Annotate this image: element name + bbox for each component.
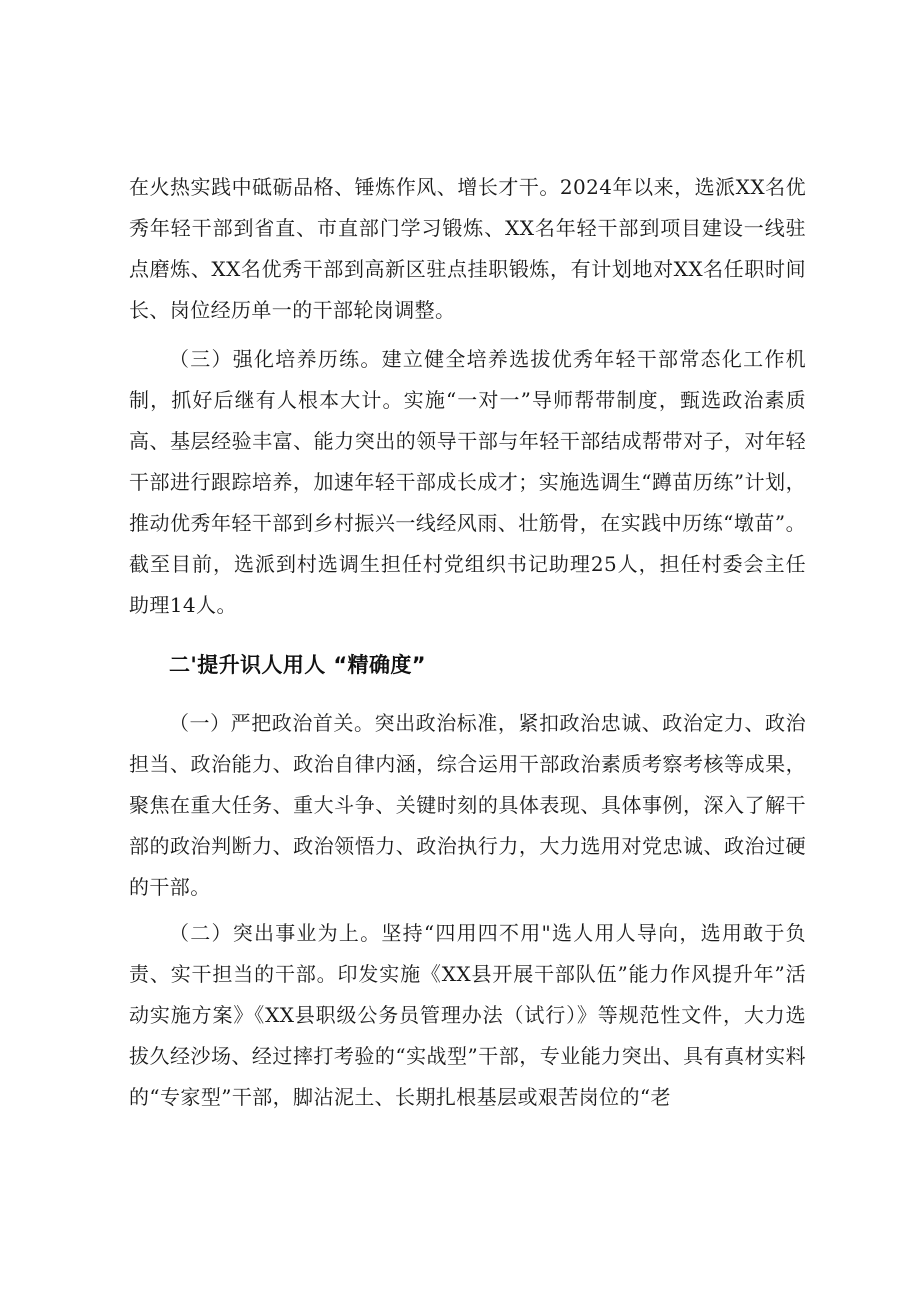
section-heading: 二'提升识人用人 “精确度” xyxy=(169,653,426,677)
body-paragraph-continued: 在火热实践中砥砺品格、锤炼作风、增长才干。2024年以来，选派XX名优秀年轻干部到省直、市直部门学习锻炼、XX名年轻干部到项目建设一线驻点磨炼、XX名优秀干部到高新区驻点挂职锻炼，有计划地对XX名任职时间长、岗位经历单一的干部轮岗调整。 xyxy=(129,175,806,322)
body-paragraph-training: （三）强化培养历练。建立健全培养选拔优秀年轻干部常态化工作机制，抓好后继有人根本大计。实施“一对一”导师帮带制度，甄选政治素质高、基层经验丰富、能力突出的领导干部与年轻干部结成帮带对子，对年轻干部进行跟踪培养，加速年轻干部成长成才；实施选调生“蹲苗历练”计划，推动优秀年轻干部到乡村振兴一线经风雨、壮筋骨，在实践中历练“墩苗”。截至目前，选派到村选调生担任村党组织书记助理25人，担任村委会主任助理14人。 xyxy=(129,347,806,617)
body-paragraph-political-standard: （一）严把政治首关。突出政治标准，紧扣政治忠诚、政治定力、政治担当、政治能力、政治自律内涵，综合运用干部政治素质考察考核等成果，聚焦在重大任务、重大斗争、关键时刻的具体表现、具体事例，深入了解干部的政治判断力、政治领悟力、政治执行力，大力选用对党忠诚、政治过硬的干部。 xyxy=(129,711,806,899)
body-paragraph-career-first: （二）突出事业为上。坚持“四用四不用"选人用人导向，选用敢于负责、实干担当的干部。印发实施《XX县开展干部队伍”能力作风提升年”活动实施方案》《XX县职级公务员管理办法（试行）》等规范性文件，大力选拔久经沙场、经过摔打考验的“实战型”干部，专业能力突出、具有真材实料的“专家型”干部，脚沾泥土、长期扎根基层或艰苦岗位的“老 xyxy=(129,921,806,1109)
